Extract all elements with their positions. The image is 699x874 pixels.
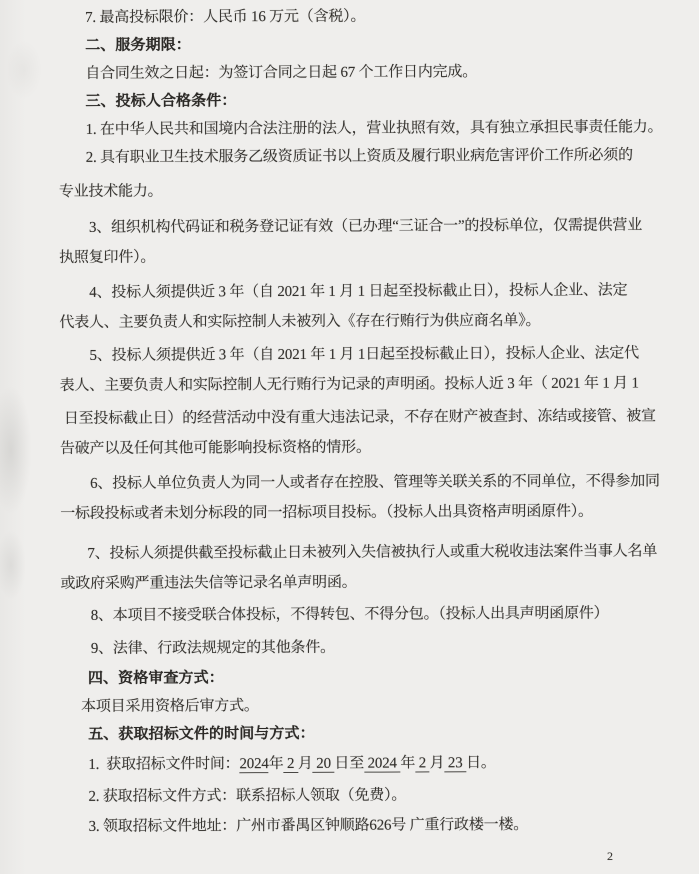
doc-text-line xyxy=(59,211,664,242)
text-run: 告破产以及任何其他可能影响投标资格的情形。 xyxy=(59,439,371,457)
doc-text-line xyxy=(61,632,666,663)
underlined-field: 2 xyxy=(415,755,430,772)
doc-text-line xyxy=(58,57,663,88)
doc-text-line xyxy=(62,810,667,841)
doc-text-line xyxy=(60,369,665,400)
scan-artifact xyxy=(0,385,32,515)
text-run: 五、获取招标文件的时间与方式： xyxy=(88,725,315,743)
doc-heading-line xyxy=(58,29,663,60)
text-run: 日。 xyxy=(466,755,496,772)
text-run: 3. 领取招标文件地址：广州市番禺区钟顺路626号 广重行政楼一楼。 xyxy=(88,816,529,835)
doc-text-line xyxy=(60,467,665,498)
doc-heading-line xyxy=(61,662,666,693)
doc-text-line xyxy=(60,432,665,463)
text-run: 自合同生效之日起：为签订合同之日起 67 个工作日内完成。 xyxy=(85,64,478,82)
text-run: 专业技术能力。 xyxy=(58,183,163,200)
doc-text-line xyxy=(60,567,665,598)
underlined-field: 2024 xyxy=(239,756,269,773)
text-run: 一标段投标或者未划分标段的同一招标项目投标。（投标人出具资格声明函原件）。 xyxy=(60,503,593,522)
doc-text-line xyxy=(59,141,664,172)
text-run: 6、投标人单位负责人为同一人或者存在控股、管理等关联关系的不同单位，不得参加同 xyxy=(90,473,660,492)
text-run: 月 xyxy=(429,755,445,772)
doc-text-line xyxy=(58,1,663,32)
doc-text-line xyxy=(61,599,666,630)
text-run: 本项目采用资格后审方式。 xyxy=(81,698,259,715)
doc-text-line xyxy=(61,748,666,779)
text-run: 8、本项目不接受联合体投标，不得转包、不得分包。（投标人出具声明函原件） xyxy=(90,605,609,624)
text-run: 1. 获取招标文件时间： xyxy=(88,756,240,773)
doc-text-line xyxy=(60,402,665,433)
text-run: 四、资格审查方式： xyxy=(87,670,224,687)
document-body xyxy=(58,1,667,841)
doc-text-line xyxy=(59,175,664,206)
text-run: 年 xyxy=(268,756,284,773)
text-run: 3、组织机构代码证和税务登记证有效（已办理“三证合一”的投标单位，仅需提供营业 xyxy=(88,217,643,236)
underlined-field: 20 xyxy=(312,755,335,772)
doc-heading-line xyxy=(61,718,666,749)
scan-artifact xyxy=(6,40,42,100)
text-run: 7、投标人须提供截至投标截止日未被列入失信被执行人或重大税收违法案件当事人名单 xyxy=(87,543,658,562)
text-run: 执照复印件）。 xyxy=(59,249,156,266)
text-run: 2. 获取招标文件方式：联系招标人领取（免费）。 xyxy=(88,787,407,805)
text-run: 1. 在中华人民共和国境内合法注册的法人，营业执照有效，具有独立承担民事责任能力。 xyxy=(85,119,663,138)
doc-text-line xyxy=(58,113,663,144)
doc-text-line xyxy=(59,306,664,337)
text-run: 2. 具有职业卫生技术服务乙级资质证书以上资质及履行职业病危害评价工作所必须的 xyxy=(85,147,633,166)
doc-text-line xyxy=(60,497,665,528)
page-number: 2 xyxy=(607,849,613,863)
doc-text-line xyxy=(59,241,664,272)
doc-text-line xyxy=(59,339,664,370)
doc-text-line xyxy=(59,276,664,307)
doc-heading-line xyxy=(58,85,663,116)
underlined-field: 2 xyxy=(283,755,298,773)
text-run: 日至 xyxy=(334,755,365,772)
text-run: 7. 最高投标限价：人民币 16 万元（含税）。 xyxy=(85,8,366,26)
scan-artifact xyxy=(0,0,26,874)
doc-text-line xyxy=(60,537,665,568)
scan-artifact xyxy=(0,530,26,600)
text-run: 代表人、主要负责人和实际控制人未被列入《存在行贿行为供应商名单》。 xyxy=(59,312,541,331)
text-run: 三、投标人合格条件： xyxy=(85,93,237,110)
text-run: 月 xyxy=(297,755,313,772)
text-run: 5、投标人须提供近 3 年（自 2021 年 1 月 1日起至投标截止日），投标人企业、法定代 xyxy=(89,345,639,364)
text-run: 4、投标人须提供近 3 年（自 2021 年 1 月 1 日起至投标截止日），投标人企业、法定 xyxy=(89,282,628,301)
underlined-field: 23 xyxy=(444,755,467,772)
doc-text-line xyxy=(61,780,666,811)
text-run: 表人、主要负责人和实际控制人无行贿行为记录的声明函。投标人近 3 年（ 2021 年 1 月 1 xyxy=(59,375,639,394)
text-run: 9、法律、行政法规规定的其他条件。 xyxy=(90,639,335,657)
text-run: 二、服务期限： xyxy=(85,37,191,54)
text-run: 或政府采购严重违法失信等记录名单声明函。 xyxy=(60,574,357,592)
text-run: 日至投标截止日）的经营活动中没有重大违法记录，不存在财产被查封、冻结或接管、被宣 xyxy=(63,408,656,427)
text-run: 年 xyxy=(400,755,416,772)
doc-text-line xyxy=(61,690,666,721)
underlined-field: 2024 xyxy=(363,755,401,772)
